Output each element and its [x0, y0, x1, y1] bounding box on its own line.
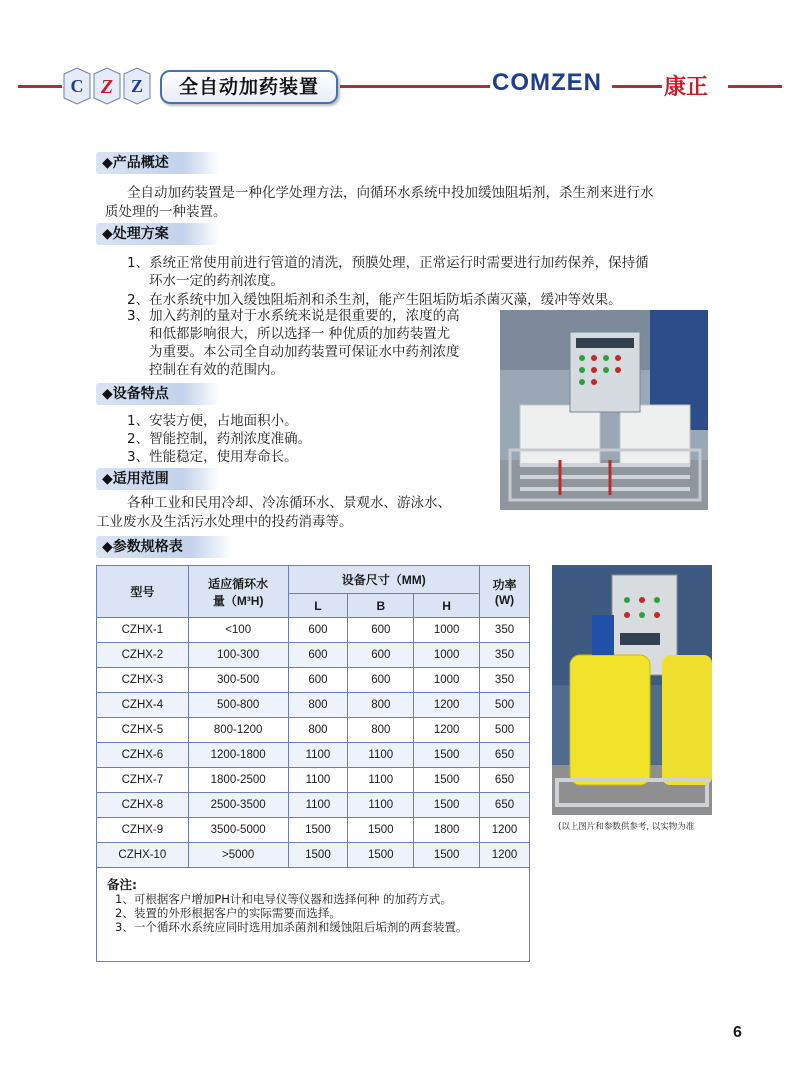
cell-power: 1200	[480, 843, 530, 868]
scheme-item-3-line-3: 为重要。本公司全自动加药装置可保证水中药剂浓度	[149, 344, 460, 360]
cell-model: CZHX-9	[97, 818, 189, 843]
cell-power: 350	[480, 618, 530, 643]
header-model: 型号	[97, 566, 189, 618]
cell-power: 500	[480, 693, 530, 718]
cell-B: 800	[348, 693, 414, 718]
cell-B: 800	[348, 718, 414, 743]
scheme-item-3-line-1: 3、加入药剂的量对于水系统来说是很重要的，浓度的高	[127, 308, 460, 324]
cell-B: 600	[348, 643, 414, 668]
cell-power: 500	[480, 718, 530, 743]
cell-L: 1100	[288, 793, 348, 818]
note-line-3: 3、一个循环水系统应同时选用加杀菌剂和缓蚀阻后垢剂的两套装置。	[115, 920, 468, 934]
section-heading-features: ◆设备特点	[96, 383, 220, 405]
header-rule-middle	[340, 85, 490, 88]
czz-logo	[62, 66, 154, 106]
cell-L: 1500	[288, 818, 348, 843]
cell-power: 650	[480, 793, 530, 818]
table-row	[97, 668, 530, 693]
photo-caption: (以上图片和参数供参考, 以实物为准	[558, 822, 695, 832]
logo-cube-1	[64, 68, 90, 104]
cell-L: 800	[288, 718, 348, 743]
cell-model: CZHX-6	[97, 743, 189, 768]
cell-H: 1200	[414, 693, 480, 718]
cell-flow: 1200-1800	[188, 743, 288, 768]
feature-item-1: 1、安装方便，占地面积小。	[127, 413, 298, 429]
cell-flow: 300-500	[188, 668, 288, 693]
product-photo-yellow-tank	[552, 565, 712, 815]
cell-B: 1100	[348, 768, 414, 793]
cell-flow: 800-1200	[188, 718, 288, 743]
scheme-item-3-line-4: 控制在有效的范围内。	[149, 362, 284, 378]
header-H: H	[414, 594, 480, 618]
header-power-line-2: (W)	[494, 593, 515, 607]
scheme-item-2: 2、在水系统中加入缓蚀阻垢剂和杀生剂，能产生阻垢防垢杀菌灭藻，缓冲等效果。	[127, 292, 622, 308]
cell-B: 600	[348, 668, 414, 693]
cell-power: 650	[480, 768, 530, 793]
product-photo-dosing-skid	[500, 310, 708, 510]
note-line-1: 1、可根据客户增加PH计和电导仪等仪器和选择何种 的加药方式。	[115, 892, 453, 906]
scheme-item-1-line-2: 环水一定的药剂浓度。	[149, 273, 284, 289]
cell-flow: 3500-5000	[188, 818, 288, 843]
header-flow-line-1: 适应循环水	[208, 576, 269, 591]
cell-model: CZHX-4	[97, 693, 189, 718]
page-number: 6	[733, 1024, 742, 1041]
cell-B: 1100	[348, 743, 414, 768]
cell-B: 1100	[348, 793, 414, 818]
brand-name-english: COMZEN	[492, 69, 602, 96]
cell-H: 1500	[414, 793, 480, 818]
header-flow-line-2: 量（M³H)	[212, 593, 264, 608]
cell-L: 800	[288, 693, 348, 718]
spec-table	[96, 565, 530, 868]
table-row	[97, 693, 530, 718]
scheme-item-3-line-2: 和低都影响很大，所以选择一 种优质的加药装置尤	[149, 326, 451, 342]
cell-model: CZHX-2	[97, 643, 189, 668]
cell-H: 1000	[414, 668, 480, 693]
cell-L: 600	[288, 668, 348, 693]
logo-cube-3	[124, 68, 150, 104]
table-row	[97, 718, 530, 743]
cell-model: CZHX-5	[97, 718, 189, 743]
cell-model: CZHX-8	[97, 793, 189, 818]
page-title: 全自动加药装置	[160, 70, 338, 104]
section-heading-scope: ◆适用范围	[96, 468, 220, 490]
overview-line-1: 全自动加药装置是一种化学处理方法，向循环水系统中投加缓蚀阻垢剂，杀生剂来进行水	[127, 185, 654, 201]
cell-H: 1000	[414, 643, 480, 668]
cell-L: 1100	[288, 743, 348, 768]
cell-model: CZHX-7	[97, 768, 189, 793]
cell-flow: 1800-2500	[188, 768, 288, 793]
feature-item-3: 3、性能稳定，使用寿命长。	[127, 449, 298, 465]
notes-title: 备注:	[107, 877, 137, 892]
cell-L: 1100	[288, 768, 348, 793]
cell-B: 600	[348, 618, 414, 643]
feature-item-2: 2、智能控制，药剂浓度准确。	[127, 431, 312, 447]
cell-H: 1200	[414, 718, 480, 743]
cell-L: 1500	[288, 843, 348, 868]
overview-line-2: 质处理的一种装置。	[105, 204, 227, 220]
header-power	[480, 566, 530, 618]
cell-flow: 100-300	[188, 643, 288, 668]
cell-L: 600	[288, 618, 348, 643]
cell-H: 1500	[414, 768, 480, 793]
cell-model: CZHX-3	[97, 668, 189, 693]
section-heading-spec: ◆参数规格表	[96, 536, 232, 558]
table-row	[97, 793, 530, 818]
cell-power: 350	[480, 668, 530, 693]
header-flow	[188, 566, 288, 618]
header-B: B	[348, 594, 414, 618]
cell-flow: <100	[188, 618, 288, 643]
table-row	[97, 818, 530, 843]
section-heading-overview: ◆产品概述	[96, 152, 220, 174]
header-rule-right-b	[728, 85, 782, 88]
header-size: 设备尺寸（MM)	[288, 566, 480, 594]
cell-H: 1500	[414, 843, 480, 868]
header-rule-left	[18, 85, 62, 88]
cell-flow: 2500-3500	[188, 793, 288, 818]
cell-flow: 500-800	[188, 693, 288, 718]
table-row	[97, 843, 530, 868]
brand-name-chinese: 康正	[664, 74, 709, 100]
table-row	[97, 768, 530, 793]
cell-flow: >5000	[188, 843, 288, 868]
scope-line-2: 工业废水及生活污水处理中的投药消毒等。	[96, 514, 353, 530]
note-line-2: 2、装置的外形根据客户的实际需要而选择。	[115, 906, 341, 920]
header-power-line-1: 功率	[492, 578, 517, 592]
cell-B: 1500	[348, 818, 414, 843]
scheme-item-1-line-1: 1、系统正常使用前进行管道的清洗，预膜处理，正常运行时需要进行加药保养，保持循	[127, 255, 649, 271]
cell-H: 1500	[414, 743, 480, 768]
cell-power: 650	[480, 743, 530, 768]
section-heading-scheme: ◆处理方案	[96, 223, 220, 245]
cell-H: 1000	[414, 618, 480, 643]
cell-power: 350	[480, 643, 530, 668]
logo-letter-z1: Z	[100, 76, 114, 98]
cell-power: 1200	[480, 818, 530, 843]
cell-H: 1800	[414, 818, 480, 843]
scope-line-1: 各种工业和民用冷却、冷冻循环水、景观水、游泳水、	[127, 495, 451, 511]
logo-cube-2	[94, 68, 120, 104]
table-row	[97, 618, 530, 643]
cell-model: CZHX-10	[97, 843, 189, 868]
table-row	[97, 643, 530, 668]
header-rule-right-a	[612, 85, 662, 88]
cell-model: CZHX-1	[97, 618, 189, 643]
table-row	[97, 743, 530, 768]
cell-B: 1500	[348, 843, 414, 868]
header-L: L	[288, 594, 348, 618]
logo-letter-z2: Z	[130, 76, 144, 96]
notes-box	[96, 866, 530, 962]
logo-letter-c: C	[70, 76, 84, 96]
cell-L: 600	[288, 643, 348, 668]
